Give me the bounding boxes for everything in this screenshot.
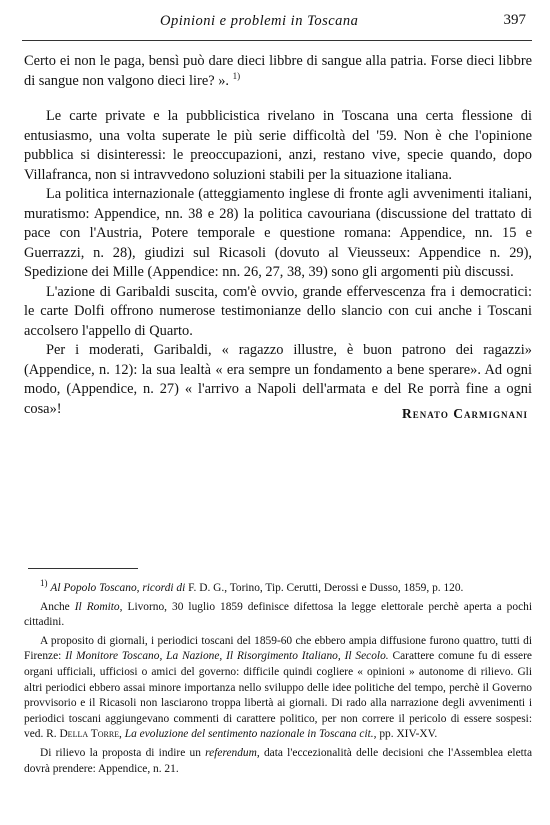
footnote-4-intro: Di rilievo la proposta di indire un — [40, 746, 201, 759]
footnote-3-work: La evoluzione del sentimento nazionale in Toscana cit., — [124, 728, 377, 741]
footnote-2 — [24, 600, 532, 631]
footnote-3-intro: A proposito di giornali, i periodici toscani del 1859-60 che ebbero ampia diffusione furono quattro, tutti di Firenze: — [24, 634, 532, 663]
footnotes — [24, 578, 533, 777]
paragraph-5: Per i moderati, Garibaldi, « ragazzo illustre, è buon patrono dei ragazzi» (Appendice, n. 12): la sua lealtà « era sempre un fondamento a bene sperare». Ad ogni modo, (Appendice, n. 27) « l'arrivo a Napoli dell'armata e del Re porrà fine a ogni cosa»! — [24, 342, 532, 417]
footnote-3-author: Della Torre, — [59, 728, 122, 741]
header-rule — [22, 40, 532, 41]
footnote-4-term: referendum, — [205, 746, 260, 759]
footnote-3 — [24, 634, 532, 743]
footnote-3-pages: pp. XIV-XV. — [379, 728, 438, 741]
footnote-4 — [24, 746, 532, 777]
paragraph-1 — [24, 52, 532, 91]
footnote-2-title: Il Romito — [74, 600, 120, 613]
author-signature: Renato Carmignani — [401, 406, 528, 421]
footnote-ref-1: 1) — [232, 70, 241, 81]
footnote-2-rest: , Livorno, 30 luglio 1859 definisce difettosa la legge elettorale perchè aperta a pochi cittadini. — [24, 600, 532, 629]
paragraph-3: La politica internazionale (atteggiamento inglese di fronte agli avvenimenti italiani, muratismo: Appendice, nn. 38 e 28) la politica cavouriana (discussione del trattato di pace con l'Austria, Potere temporale e questione romana: Appendice, nn. 15 e Guerrazzi, n. 28), giudizi sul Ricasoli (dovuto al Vieusseux: Appendice n. 29), Spedizione dei Mille (Appendice: nn. 26, 27, 38, 39) sono gli argomenti più discussi. — [24, 186, 532, 280]
footnote-1 — [24, 578, 532, 597]
paragraph-2: Le carte private e la pubblicistica rivelano in Toscana una certa flessione di entusiasmo, una volta superate le più serie difficoltà del '59. Non è che l'opinione pubblica si disinteressi: le preoccupazioni, anzi, restano vive, specie quando, dopo Villafranca, non si intravvedono soluzioni stabili per la situazione italiana. — [24, 108, 532, 183]
paragraph-1-text: Certo ei non le paga, bensì può dare dieci libbre di sangue alla patria. Forse dieci libbre di sangue non valgono dieci lire? ». — [24, 53, 532, 89]
footnote-3-body: Carattere comune fu di essere organi ufficiali, ufficiosi o amici del governo: difficile quindi cogliere « opinioni » autonome di rilievo. Gli altri periodici ebbero assai minore importanza nello sviluppo delle idee politiche del tempo, perchè il Governo provvisorio e il Ricasoli non lasciarono troppa libertà ai giornali. Di rado alla narrazione degli avvenimenti i periodici toscani aggiungevano commenti di carattere politico, per non correre il pericolo di essere sospesi: ved. R. — [24, 650, 532, 741]
footnote-1-rest: F. D. G., Torino, Tip. Cerutti, Derossi e Dusso, 1859, p. 120. — [188, 582, 464, 594]
footnote-1-mark: 1) — [40, 578, 48, 589]
main-text — [24, 52, 532, 419]
footnote-3-papers: Il Monitore Toscano, La Nazione, Il Risorgimento Italiano, Il Secolo. — [65, 650, 389, 663]
running-title: Opinioni e problemi in Toscana — [160, 13, 359, 29]
footnote-2-lead: Anche — [40, 600, 70, 613]
footnote-1-title: Al Popolo Toscano, ricordi di — [50, 582, 186, 594]
page-header — [0, 8, 550, 38]
footnote-rule — [28, 568, 138, 569]
page-number: 397 — [503, 12, 526, 28]
footnote-4-rest: data l'eccezionalità delle decisioni che l'Assemblea eletta dovrà prendere: Appendice, n. 21. — [24, 746, 533, 775]
paragraph-4: L'azione di Garibaldi suscita, com'è ovvio, grande effervescenza fra i democratici: le carte Dolfi offrono numerose testimonianze dello slancio con cui anche i Toscani accolsero l'appello di Quarto. — [24, 283, 532, 339]
